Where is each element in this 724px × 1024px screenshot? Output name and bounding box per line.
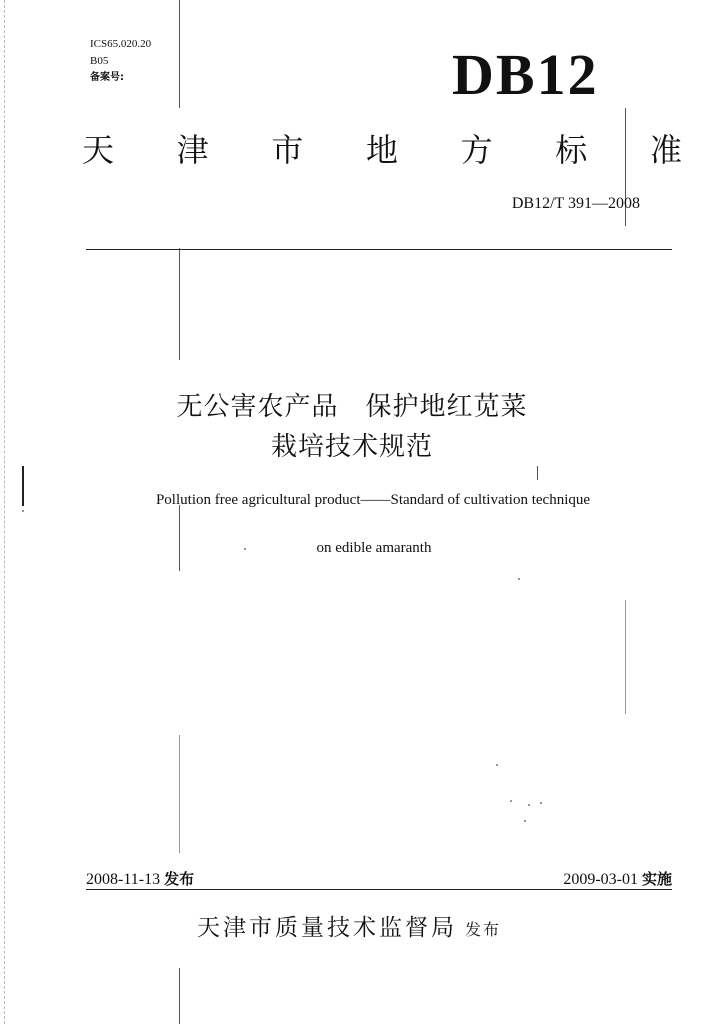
filing-number-label: 备案号: (90, 72, 124, 83)
issue-date-label: 发布 (164, 870, 195, 888)
scan-line (179, 735, 180, 853)
standard-type-char: 天 (82, 131, 115, 169)
scan-edge-mark (4, 0, 5, 1024)
standard-number: DB12/T 391—2008 (511, 195, 640, 212)
scan-speck (518, 578, 520, 580)
scan-speck (510, 800, 512, 802)
issue-date-value: 2008-11-13 (86, 871, 161, 888)
scan-speck (524, 820, 526, 822)
title-chinese-line-2: 栽培技术规范 (270, 432, 433, 462)
scan-line (179, 968, 180, 1024)
scan-line (537, 466, 538, 480)
issue-date (86, 868, 194, 889)
top-divider (86, 249, 672, 250)
title-english-line-1: Pollution free agricultural product——Standard of cultivation technique (155, 492, 591, 508)
standard-type-char: 准 (649, 131, 682, 169)
scan-line (625, 600, 626, 714)
standard-mark: DB12 (452, 42, 599, 107)
issuing-authority (0, 909, 724, 942)
title-english-line-2: on edible amaranth (316, 540, 432, 556)
issuer-suffix: 发布 (464, 920, 501, 939)
standard-type-char: 地 (365, 131, 398, 169)
metadata-block (90, 34, 151, 88)
implementation-date (563, 868, 672, 889)
classification-code: B05 (90, 55, 109, 67)
scan-speck (540, 802, 542, 804)
scan-speck (22, 510, 24, 512)
issuer-name: 天津市质量技术监督局 (196, 915, 457, 941)
scan-speck (496, 764, 498, 766)
implementation-date-value: 2009-03-01 (563, 871, 638, 888)
implementation-date-label: 实施 (641, 870, 672, 888)
title-chinese-line-1: 无公害农产品 保护地红苋菜 (176, 392, 528, 422)
standard-type-char: 方 (460, 131, 493, 169)
bottom-divider (86, 889, 672, 890)
standard-type-char: 市 (271, 131, 304, 169)
standard-type-heading (82, 128, 682, 172)
scan-line (179, 248, 180, 360)
scan-line (179, 0, 180, 108)
standard-type-char: 标 (555, 131, 588, 169)
scan-line (179, 505, 180, 571)
scan-speck (528, 804, 530, 806)
ics-code: ICS65.020.20 (90, 38, 152, 50)
standard-type-char: 津 (176, 131, 209, 169)
